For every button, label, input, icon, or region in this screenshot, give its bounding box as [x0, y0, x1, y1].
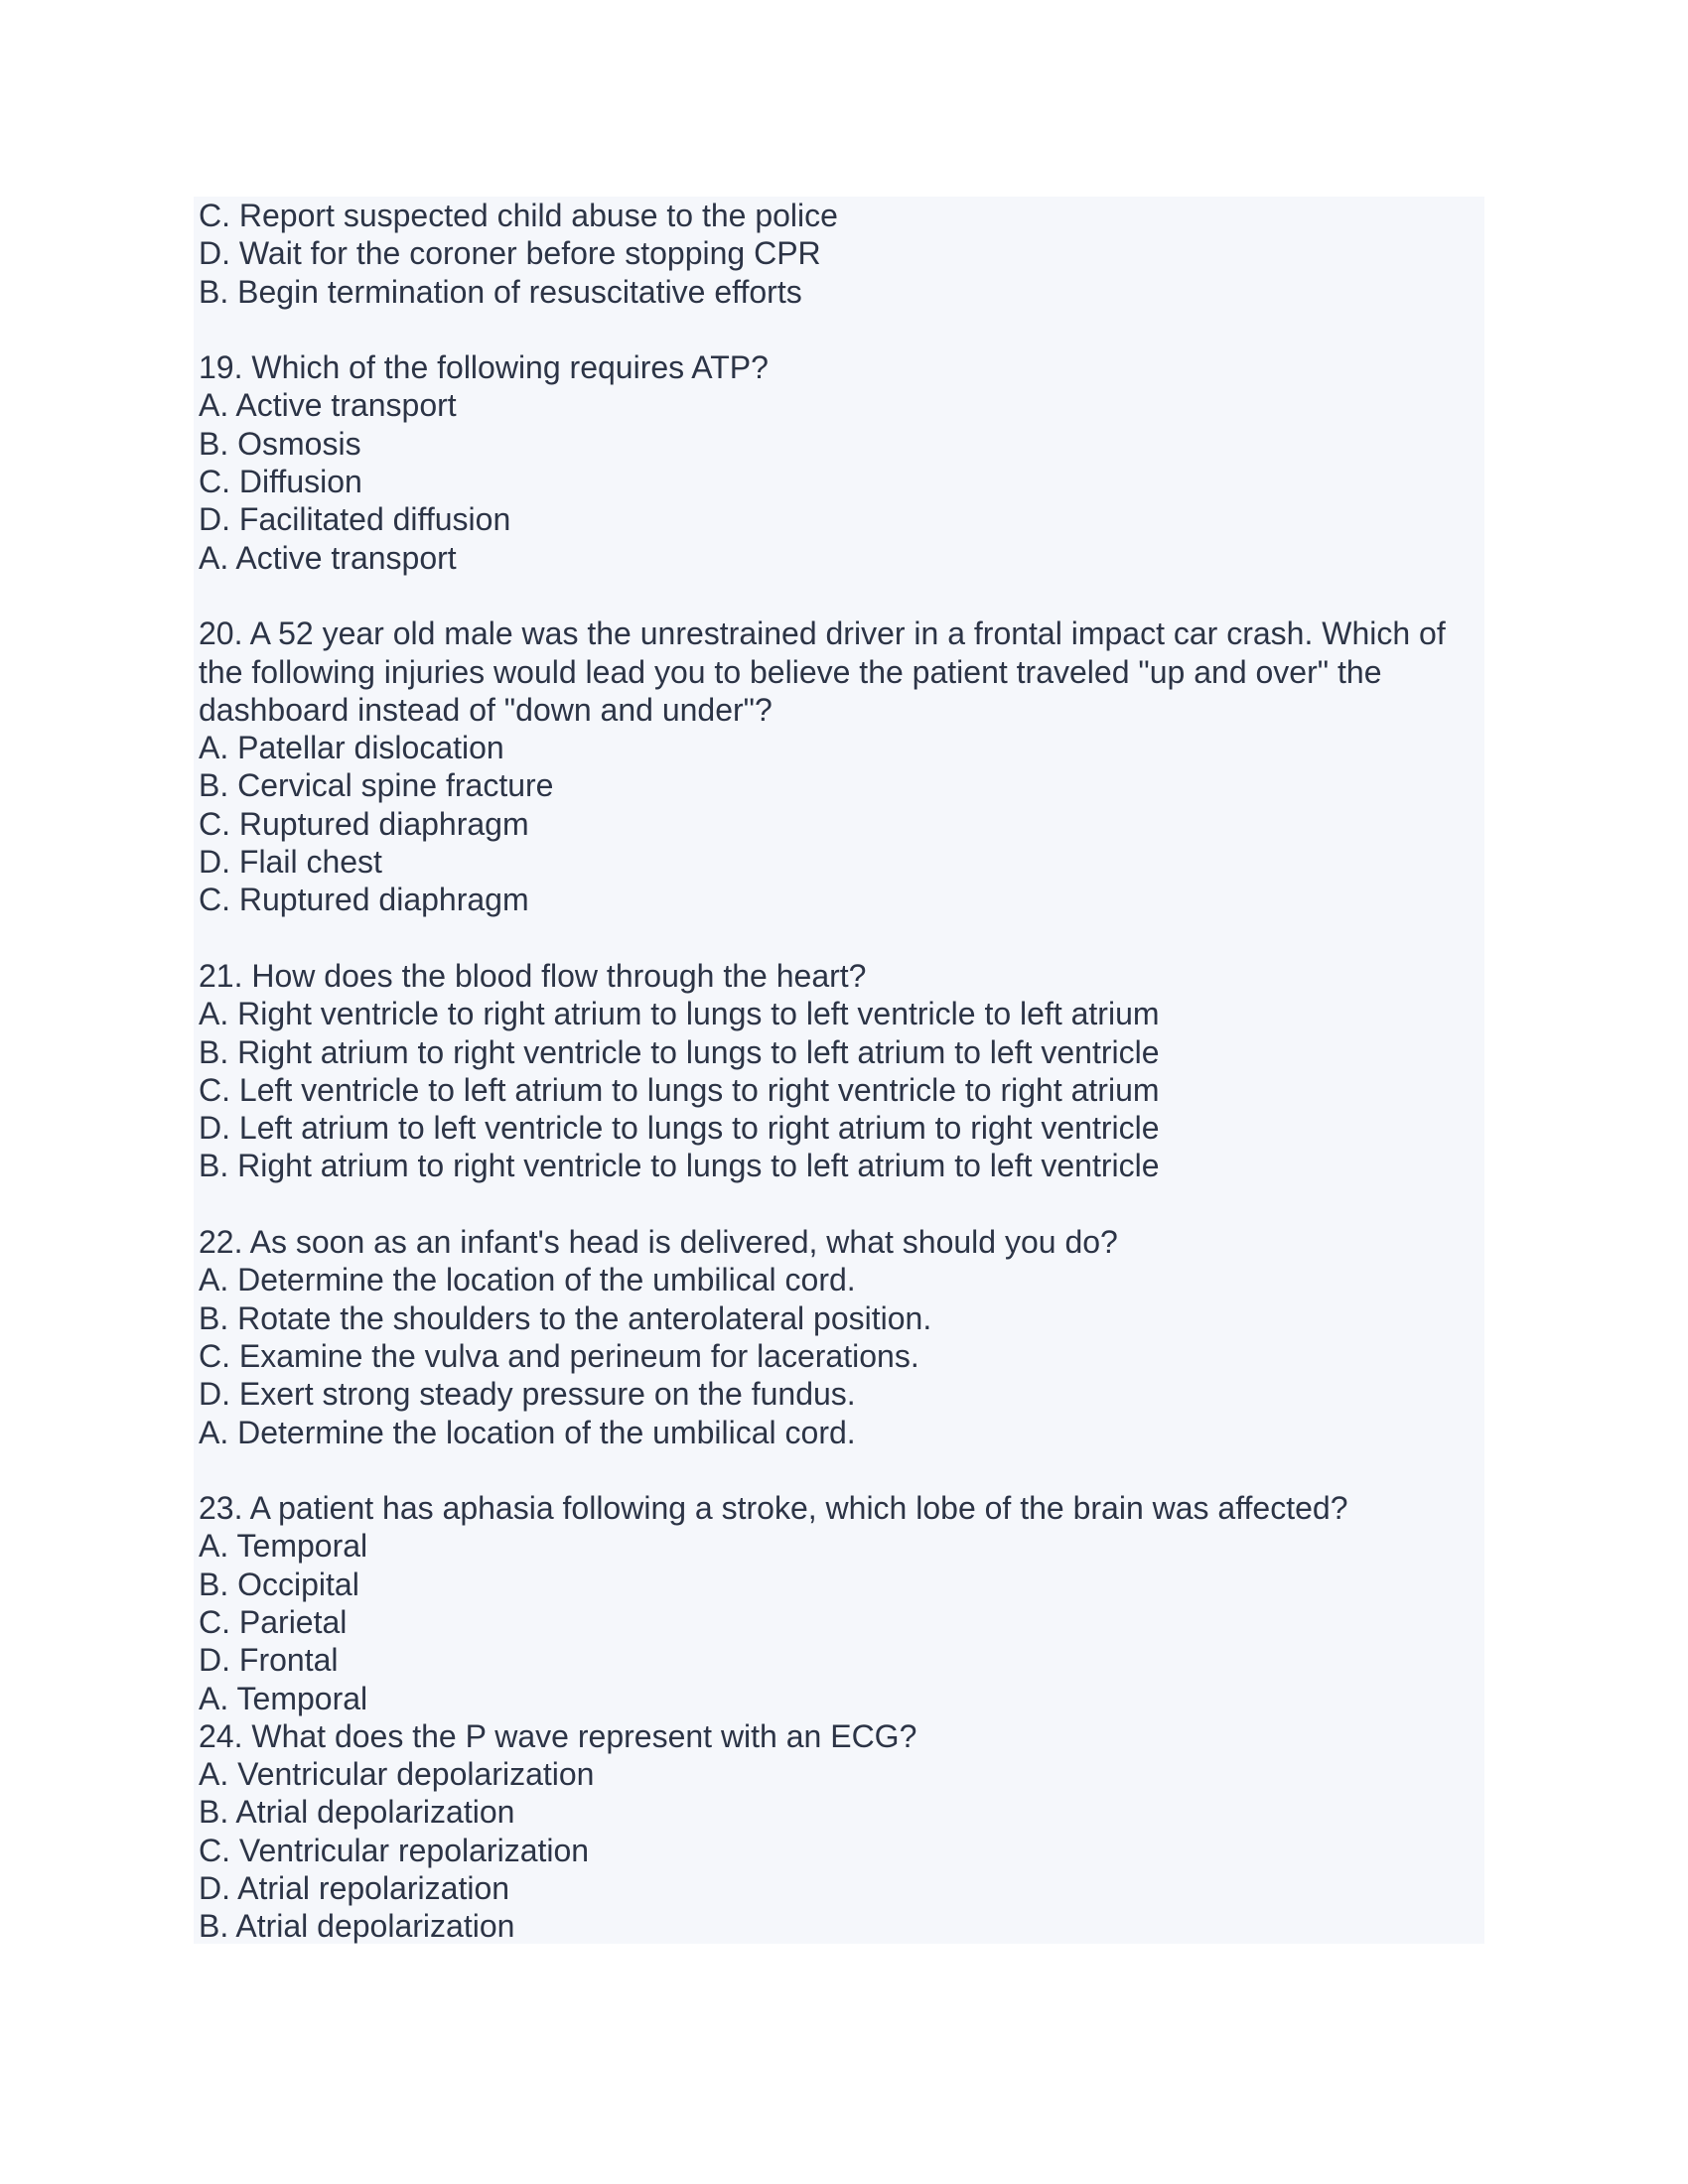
document-content [194, 197, 1484, 1944]
option-line: C. Report suspected child abuse to the police [199, 198, 838, 233]
spacer [199, 1451, 1484, 1489]
answer-line: B. Right atrium to right ventricle to lungs to left atrium to left ventricle [199, 1148, 1160, 1184]
option-line: D. Frontal [199, 1642, 339, 1679]
answer-line: B. Atrial depolarization [199, 1908, 515, 1945]
option-line: B. Occipital [199, 1566, 359, 1602]
option-line: C. Left ventricle to left atrium to lungs to right ventricle to right atrium [199, 1071, 1160, 1108]
spacer [199, 577, 1484, 614]
answer-line: B. Begin termination of resuscitative efforts [199, 273, 802, 310]
option-line: A. Patellar dislocation [199, 730, 504, 766]
option-line: C. Diffusion [199, 464, 362, 500]
option-line: B. Osmosis [199, 425, 361, 462]
answer-line: A. Temporal [199, 1680, 368, 1716]
question-block-24 [199, 1717, 1484, 1946]
question-block-22 [199, 1223, 1484, 1451]
option-line: D. Wait for the coroner before stopping CPR [199, 235, 821, 272]
option-line: D. Facilitated diffusion [199, 501, 511, 538]
question-block-18 [199, 197, 1484, 311]
answer-line: A. Determine the location of the umbilical cord. [199, 1414, 856, 1450]
option-line: B. Atrial depolarization [199, 1794, 515, 1831]
question-text: 19. Which of the following requires ATP? [199, 349, 769, 386]
question-text: 21. How does the blood flow through the heart? [199, 957, 867, 994]
option-line: C. Parietal [199, 1603, 348, 1640]
option-line: A. Determine the location of the umbilical cord. [199, 1262, 856, 1298]
option-line: C. Examine the vulva and perineum for lacerations. [199, 1337, 919, 1374]
question-block-23 [199, 1489, 1484, 1717]
question-block-19 [199, 348, 1484, 577]
option-line: A. Ventricular depolarization [199, 1756, 595, 1793]
option-line: B. Rotate the shoulders to the anterolateral position. [199, 1299, 932, 1336]
spacer [199, 311, 1484, 348]
question-block-20 [199, 614, 1484, 918]
option-line: B. Right atrium to right ventricle to lungs to left atrium to left ventricle [199, 1033, 1160, 1070]
question-text: 24. What does the P wave represent with an ECG? [199, 1717, 917, 1754]
option-line: A. Temporal [199, 1528, 368, 1565]
spacer [199, 1185, 1484, 1223]
answer-line: A. Active transport [199, 539, 457, 576]
question-text: 22. As soon as an infant's head is delivered, what should you do? [199, 1224, 1118, 1261]
question-block-21 [199, 957, 1484, 1185]
option-line: D. Left atrium to left ventricle to lungs to right atrium to right ventricle [199, 1110, 1160, 1147]
option-line: C. Ruptured diaphragm [199, 805, 529, 842]
option-line: A. Right ventricle to right atrium to lungs to left ventricle to left atrium [199, 996, 1160, 1032]
option-line: D. Atrial repolarization [199, 1870, 510, 1907]
question-text: 23. A patient has aphasia following a stroke, which lobe of the brain was affected? [199, 1490, 1348, 1527]
spacer [199, 919, 1484, 957]
question-text: 20. A 52 year old male was the unrestrained driver in a frontal impact car crash. Which of the following injuries would lead you to believe the patient traveled "up and over" the dashboard instead of "down and under"? [199, 615, 1446, 728]
answer-line: C. Ruptured diaphragm [199, 882, 529, 918]
option-line: D. Flail chest [199, 844, 382, 881]
option-line: A. Active transport [199, 387, 457, 424]
option-line: B. Cervical spine fracture [199, 767, 554, 804]
option-line: D. Exert strong steady pressure on the fundus. [199, 1376, 856, 1413]
option-line: C. Ventricular repolarization [199, 1832, 590, 1868]
